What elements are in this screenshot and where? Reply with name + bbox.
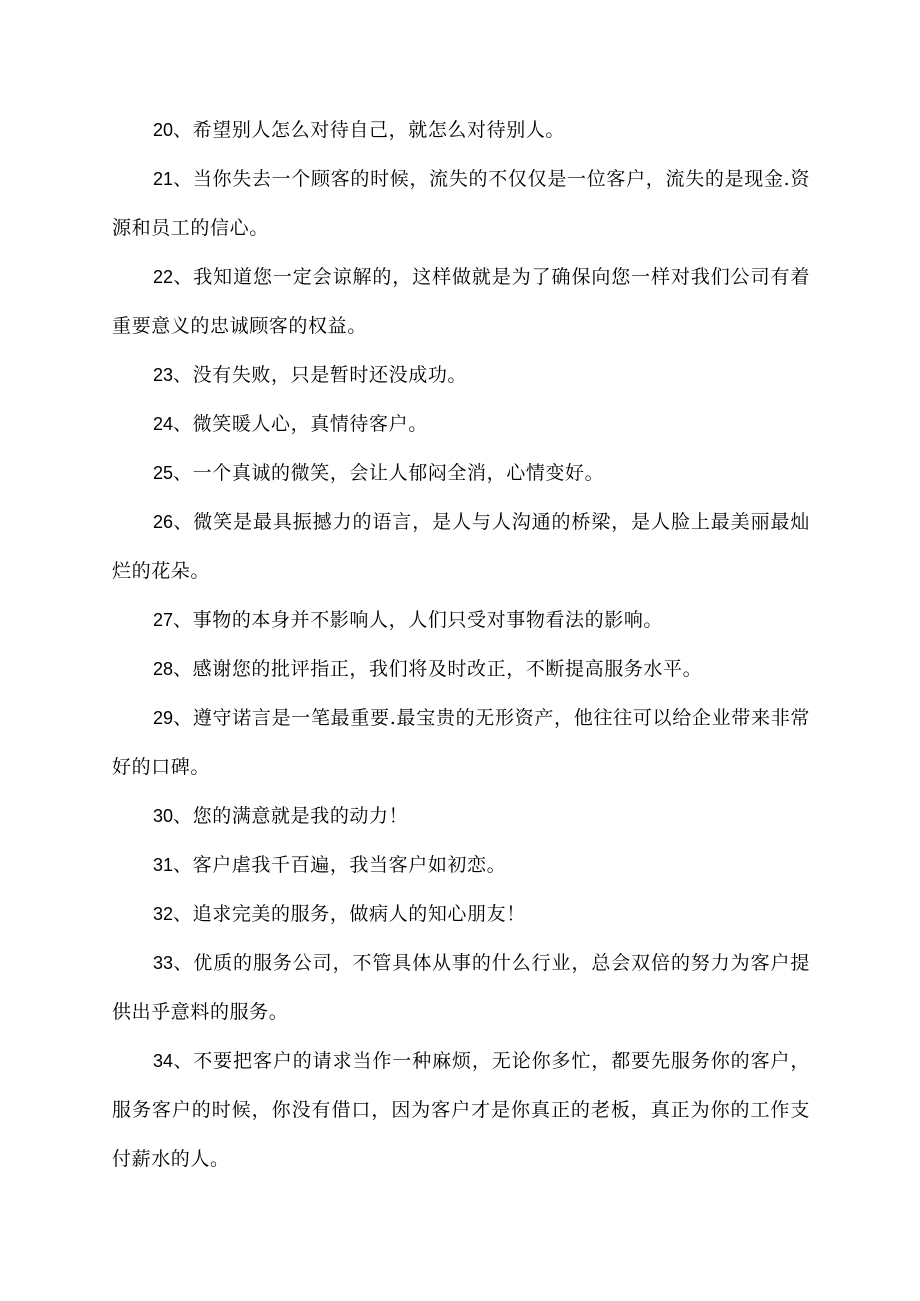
item-number: 28 <box>153 659 174 679</box>
item-number: 34 <box>153 1051 174 1071</box>
list-item <box>112 106 810 155</box>
item-text: 、客户虐我千百遍，我当客户如初恋。 <box>173 854 507 876</box>
item-number: 32 <box>153 904 174 924</box>
item-text: 、没有失败，只是暂时还没成功。 <box>173 364 468 386</box>
list-item <box>112 645 810 694</box>
item-text: 、我知道您一定会谅解的，这样做就是为了确保向您一样对我们公司有着重要意义的忠诚顾客的权益。 <box>112 266 810 337</box>
item-text: 、追求完美的服务，做病人的知心朋友！ <box>173 903 526 925</box>
list-item <box>112 400 810 449</box>
item-text: 、优质的服务公司，不管具体从事的什么行业，总会双倍的努力为客户提供出乎意料的服务。 <box>112 952 810 1023</box>
item-number: 23 <box>153 365 174 385</box>
list-item <box>112 253 810 351</box>
list-item <box>112 694 810 792</box>
item-number: 21 <box>153 169 174 189</box>
item-number: 25 <box>153 463 174 483</box>
item-text: 、希望别人怎么对待自己，就怎么对待别人。 <box>173 119 566 141</box>
item-text: 、微笑暖人心，真情待客户。 <box>173 413 428 435</box>
item-number: 33 <box>153 953 174 973</box>
list-item <box>112 155 810 253</box>
item-text: 、感谢您的批评指正，我们将及时改正，不断提高服务水平。 <box>173 658 703 680</box>
item-number: 30 <box>153 806 174 826</box>
list-item <box>112 939 810 1037</box>
item-number: 31 <box>153 855 174 875</box>
item-text: 、微笑是最具振撼力的语言，是人与人沟通的桥梁，是人脸上最美丽最灿烂的花朵。 <box>112 511 810 582</box>
item-text: 、遵守诺言是一笔最重要.最宝贵的无形资产，他往往可以给企业带来非常好的口碑。 <box>112 707 810 778</box>
item-text: 、当你失去一个顾客的时候，流失的不仅仅是一位客户，流失的是现金.资源和员工的信心。 <box>112 168 810 239</box>
item-text: 、您的满意就是我的动力！ <box>173 805 409 827</box>
document-body <box>112 106 810 1184</box>
list-item <box>112 498 810 596</box>
list-item <box>112 449 810 498</box>
item-text: 、事物的本身并不影响人，人们只受对事物看法的影响。 <box>173 609 664 631</box>
item-number: 20 <box>153 120 174 140</box>
item-text: 、不要把客户的请求当作一种麻烦，无论你多忙，都要先服务你的客户，服务客户的时候，你没有借口，因为客户才是你真正的老板，真正为你的工作支付薪水的人。 <box>112 1050 810 1170</box>
list-item <box>112 841 810 890</box>
list-item <box>112 1037 810 1184</box>
list-item <box>112 792 810 841</box>
item-number: 22 <box>153 267 174 287</box>
item-number: 24 <box>153 414 174 434</box>
item-number: 26 <box>153 512 174 532</box>
list-item <box>112 890 810 939</box>
list-item <box>112 351 810 400</box>
item-number: 27 <box>153 610 174 630</box>
list-item <box>112 596 810 645</box>
item-text: 、一个真诚的微笑，会让人郁闷全消，心情变好。 <box>173 462 605 484</box>
item-number: 29 <box>153 708 174 728</box>
